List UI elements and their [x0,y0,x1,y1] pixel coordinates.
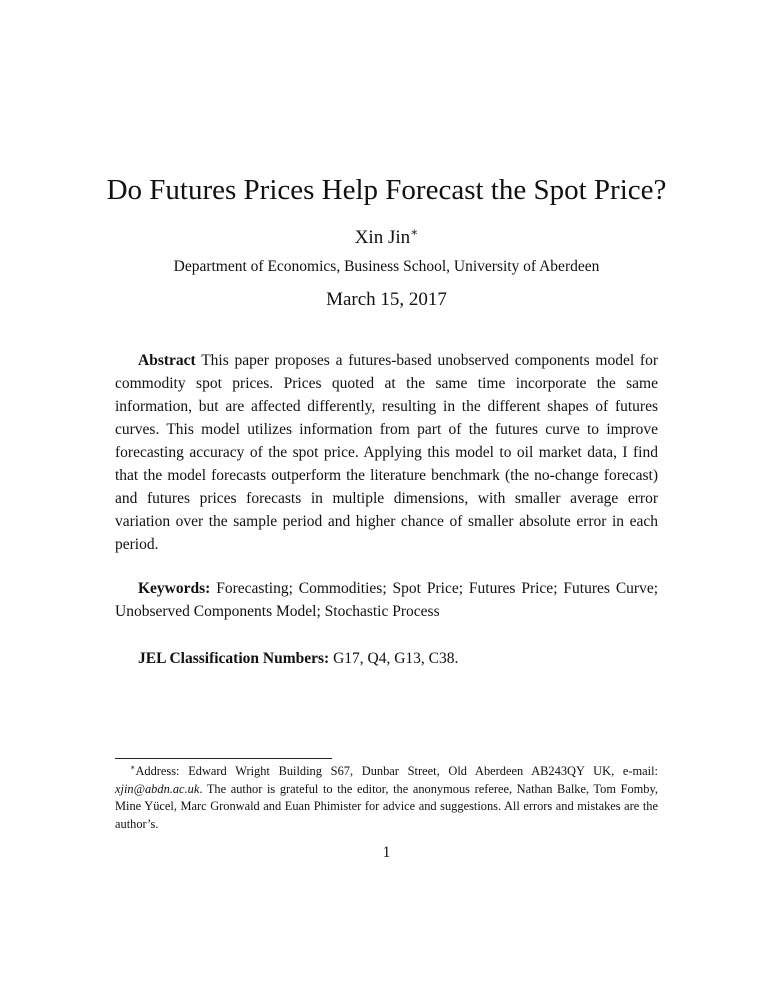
keywords-label: Keywords: [138,580,211,597]
footnote-divider [115,758,332,759]
page-number: 1 [382,844,391,861]
footnote-mark: ∗ [130,763,136,772]
author-footnote [115,763,658,833]
author-footnote-mark: ∗ [410,225,419,239]
author-name: Xin Jin [354,227,411,248]
abstract-label: Abstract [138,352,196,369]
paper-date: March 15, 2017 [326,289,447,310]
footnote-email: xjin@abdn.ac.uk [115,781,200,796]
keywords-paragraph [115,577,658,623]
author-affiliation: Department of Economics, Business School, University of Aberdeen [173,258,600,275]
abstract-text: This paper proposes a futures-based unobserved components model for commodity spot prices. Prices quoted at the same time incorporate the same information, but are affected differently, resulting in the different shapes of futures curves. This model utilizes information from part of the futures curve to improve forecasting accuracy of the spot price. Applying this model to oil market data, I find that the model forecasts outperform the literature benchmark (the no-change forecast) and futures prices forecasts in multiple dimensions, with smaller average error variation over the sample period and higher chance of smaller absolute error in each period. [115,352,658,553]
footnote-address: Address: Edward Wright Building S67, Dunbar Street, Old Aberdeen AB243QY UK, e-mail: [135,764,658,778]
abstract-paragraph [115,349,658,556]
keywords-text: Forecasting; Commodities; Spot Price; Futures Price; Futures Curve; Unobserved Components Model; Stochastic Process [115,580,659,620]
jel-text: G17, Q4, G13, C38. [333,650,459,667]
author-line [0,226,773,250]
paper-title: Do Futures Prices Help Forecast the Spot Price? [106,174,667,206]
footnote-acknowledgements: . The author is grateful to the editor, the anonymous referee, Nathan Balke, Tom Fomby, Mine Yücel, Marc Gronwald and Euan Phimister for advice and suggestions. All errors and mistakes are the author’s. [115,781,658,831]
jel-label: JEL Classification Numbers: [138,650,330,667]
jel-paragraph [115,647,658,670]
